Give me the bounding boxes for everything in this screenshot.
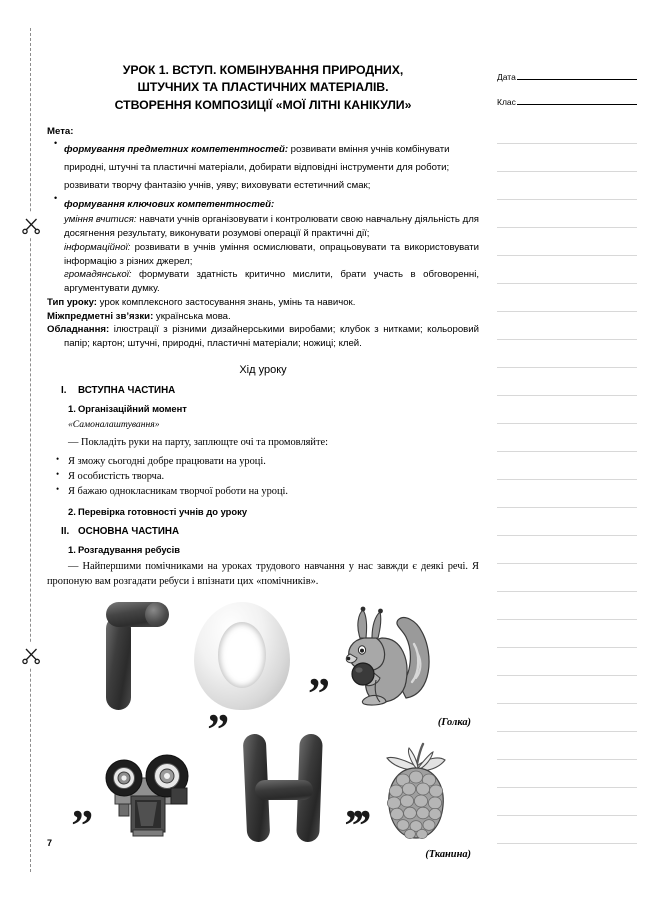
goal-subitem-label: уміння вчитися: — [64, 214, 137, 226]
class-field-rule[interactable] — [517, 95, 637, 105]
rule-line — [497, 675, 637, 676]
list-item: • Я бажаю однокласникам творчої роботи на уроці. — [47, 484, 479, 499]
rebus-2-apostrophes-leading — [71, 801, 90, 851]
class-field-row — [497, 95, 637, 107]
rule-line — [497, 199, 637, 200]
squirrel-icon — [336, 598, 432, 710]
part-2-item-1-title: Розгадування ребусів — [78, 544, 180, 556]
date-field-row — [497, 70, 637, 82]
part-1-item-1-number: 1. — [68, 403, 76, 415]
self-tuning-instruction: — Покладіть руки на парту, заплющте очі та промовляйте: — [68, 437, 329, 449]
apostrophe-icon: ’’’ — [343, 801, 369, 851]
cross-subject-label: Міжпредметні зв’язки: — [47, 310, 154, 322]
film-camera-icon — [97, 752, 201, 842]
lesson-type-label: Тип уроку: — [47, 296, 97, 308]
rebus-2-apostrophes-trailing — [343, 801, 369, 851]
rule-line — [497, 619, 637, 620]
rule-line — [497, 311, 637, 312]
lesson-type-value: урок комплексного застосування знань, умінь та навичок. — [97, 296, 356, 308]
part-1-item-2-heading — [47, 506, 479, 517]
rule-line — [497, 423, 637, 424]
rule-line — [497, 283, 637, 284]
part-2-heading — [47, 526, 479, 537]
rule-line — [497, 759, 637, 760]
goal-subitem-label: громадянської: — [64, 269, 132, 281]
rule-line — [497, 815, 637, 816]
part-1-item-1-heading — [47, 403, 479, 414]
rebus-1-letter-g — [94, 600, 172, 710]
rule-line — [497, 395, 637, 396]
foam-ring-o-icon — [194, 602, 290, 710]
rebus-2-camera — [97, 752, 201, 842]
rebus-row-1 — [47, 592, 479, 729]
list-item: • Я особистість творча. — [47, 469, 479, 484]
rule-line — [497, 703, 637, 704]
scissors-icon — [18, 212, 44, 238]
equipment-label: Обладнання: — [47, 324, 110, 336]
cross-subject-value: українська мова. — [153, 310, 231, 322]
rebus-1-elements — [47, 592, 479, 719]
rule-line — [497, 535, 637, 536]
part-2-numeral: II. — [61, 526, 70, 538]
rule-line — [497, 647, 637, 648]
list-item: • Я зможу сьогодні добре працювати на уроці. — [47, 454, 479, 469]
rule-line — [497, 171, 637, 172]
cross-subject-row — [47, 310, 479, 324]
lesson-meta-fields — [497, 70, 637, 120]
goal-subitem — [47, 241, 479, 268]
rule-line — [497, 479, 637, 480]
ruled-note-lines — [497, 143, 637, 871]
clay-letter-g-icon — [94, 600, 172, 710]
rule-line — [497, 731, 637, 732]
goal-subitem-text: розвивати в учнів уміння осмислювати, опрацьовувати та використовувати інформацію з різних джерел; — [64, 241, 479, 267]
raspberry-icon — [377, 742, 455, 842]
goal-item — [47, 194, 479, 212]
page-title — [47, 62, 479, 114]
lesson-content — [47, 62, 479, 861]
self-tuning-quote: «Самоналаштування» — [68, 419, 160, 431]
date-field-rule[interactable] — [517, 70, 637, 80]
part-1-title: ВСТУПНА ЧАСТИНА — [78, 385, 176, 397]
goal-subitem-text: формувати здатність критично мислити, брати участь в обговоренні, аргументувати думку. — [64, 269, 479, 294]
rule-line — [497, 591, 637, 592]
rebus-2-raspberry — [377, 742, 455, 842]
rebus-2-apostrophes-mid — [207, 705, 226, 755]
goals-list — [47, 139, 479, 212]
rule-line — [497, 255, 637, 256]
part-1-item-2-title: Перевірка готовності учнів до уроку — [78, 506, 248, 518]
date-field-label: Дата — [497, 72, 516, 82]
goal-item-body: розвивати вміння учнів комбінувати природні, штучні та пластичні матеріали, добирати відповідні інструменти для роботи; розвивати творчу фантазію учнів, уяву; виховувати естетичний смак; — [64, 144, 450, 192]
rule-line — [497, 143, 637, 144]
rebus-1-squirrel — [336, 598, 432, 710]
part-2-item-1-heading — [47, 544, 479, 555]
rule-line — [497, 507, 637, 508]
class-field-label: Клас — [497, 97, 516, 107]
part-1-item-1-title: Організаційний момент — [78, 403, 187, 415]
apostrophe-icon: ” — [207, 705, 226, 755]
page-title-line-3: СТВОРЕННЯ КОМПОЗИЦІЇ «МОЇ ЛІТНІ КАНІКУЛИ» — [114, 97, 412, 112]
page-number: 7 — [47, 838, 53, 848]
rule-line — [497, 563, 637, 564]
equipment-row — [47, 323, 479, 351]
part-1-item-2-number: 2. — [68, 506, 76, 518]
page-title-line-2: ШТУЧНИХ ТА ПЛАСТИЧНИХ МАТЕРІАЛІВ. — [137, 80, 389, 95]
part-2-item-1-number: 1. — [68, 544, 76, 556]
rule-line — [497, 787, 637, 788]
rebus-2-letter-n — [239, 734, 327, 842]
part-1-numeral: I. — [61, 385, 67, 397]
affirmation-list — [47, 454, 479, 499]
lesson-type-row — [47, 296, 479, 310]
goal-subitem — [47, 268, 479, 295]
rule-line — [497, 367, 637, 368]
rebus-1-letter-o — [194, 602, 290, 710]
rule-line — [497, 227, 637, 228]
part-1-heading — [47, 385, 479, 396]
rule-line — [497, 339, 637, 340]
goals-heading: Мета: — [47, 126, 74, 138]
cut-line — [30, 28, 31, 872]
rule-line — [497, 451, 637, 452]
lesson-flow-heading: Хід уроку — [239, 364, 287, 377]
goal-item-title: формування предметних компетентностей: — [64, 144, 289, 156]
scissors-icon — [18, 642, 44, 668]
part-2-title: ОСНОВНА ЧАСТИНА — [78, 526, 180, 538]
rebus-2-answer: (Тканина) — [425, 849, 471, 861]
goal-item — [47, 139, 479, 193]
goal-subitem-text: навчати учнів організовувати і контролювати свою навчальну діяльність для досягнення результату, виконувати розумові операції й практичні дії; — [64, 214, 479, 240]
rebus-intro-paragraph: — Найпершими помічниками на уроках трудового навчання у нас завжди є деякі речі. Я пропоную вам розгадати ребуси і впізнати цих «помічників». — [47, 561, 479, 587]
rule-line — [497, 843, 637, 844]
equipment-value: ілюстрації з різними дизайнерськими виробами; клубок з нитками; кольоровий папір; картон; штучні, природні, пластичні матеріали; ножиці; клей. — [64, 324, 479, 350]
rebus-1-apostrophes — [308, 669, 326, 719]
apostrophe-icon: ” — [308, 669, 326, 719]
goal-subitem-label: інформаційної: — [64, 241, 131, 253]
page-title-line-1: УРОК 1. ВСТУП. КОМБІНУВАННЯ ПРИРОДНИХ, — [122, 63, 404, 77]
lesson-flow-body — [47, 385, 479, 861]
rebus-1-answer: (Голка) — [437, 717, 471, 729]
goal-item-title: формування ключових компетентностей: — [64, 199, 275, 211]
clay-letter-n-icon — [239, 734, 327, 842]
goal-subitem — [47, 213, 479, 240]
apostrophe-icon: ” — [71, 801, 90, 851]
